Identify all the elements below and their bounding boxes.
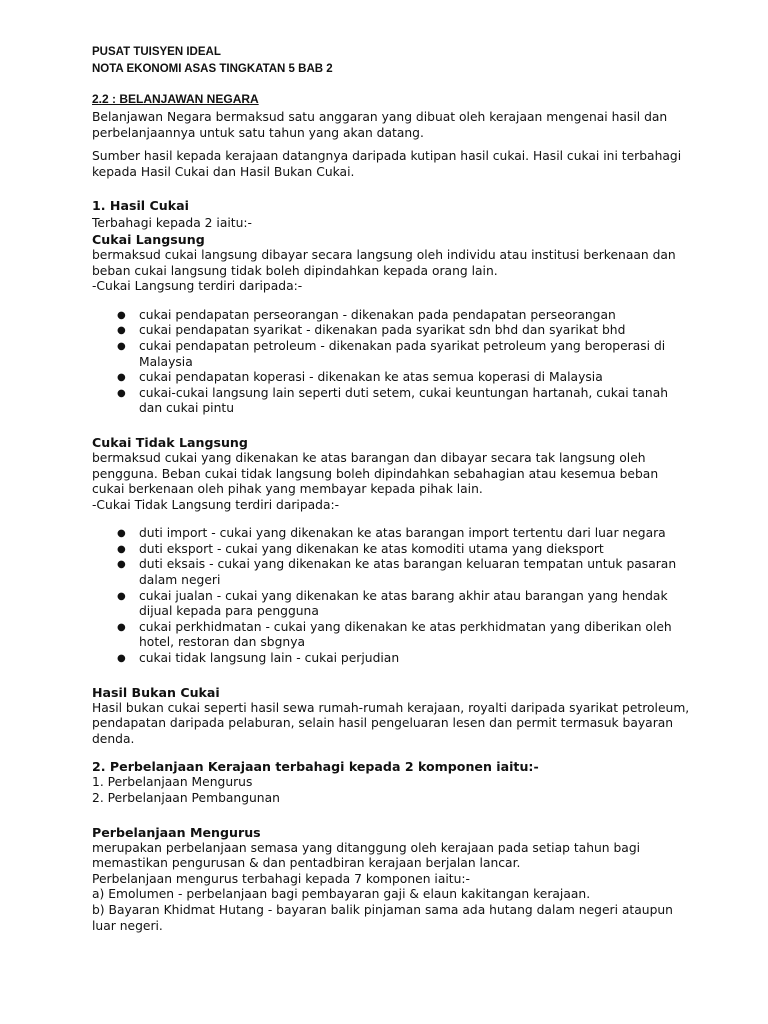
list-item-text: duti eksport - cukai yang dikenakan ke atas komoditi utama yang dieksport (139, 541, 604, 556)
list-item-text: cukai-cukai langsung lain seperti duti setem, cukai keuntungan hartanah, cukai tanah dan cukai pintu (139, 385, 669, 416)
hasil-cukai-heading: 1. Hasil Cukai (92, 198, 189, 214)
list-item (92, 542, 692, 558)
perbelanjaan-mengurus-heading: Perbelanjaan Mengurus (92, 824, 261, 840)
cukai-tidak-langsung-heading: Cukai Tidak Langsung (92, 434, 248, 450)
list-item (92, 589, 692, 620)
list-item-text: cukai tidak langsung lain - cukai perjudian (139, 651, 400, 666)
perbelanjaan-item-2: 2. Perbelanjaan Pembangunan (92, 791, 280, 805)
hasil-bukan-cukai-desc: Hasil bukan cukai seperti hasil sewa rumah-rumah kerajaan, royalti daripada syarikat petroleum, pendapatan daripada pelaburan, selain hasil pengeluaran lesen dan permit termasuk bayaran denda. (92, 700, 690, 746)
bullet-icon: ● (117, 559, 126, 571)
list-item-text: cukai jualan - cukai yang dikenakan ke atas barang akhir atau barangan yang hendak dijual kepada para pengguna (139, 588, 668, 619)
hasil-bukan-cukai-heading: Hasil Bukan Cukai (92, 684, 220, 700)
list-item-text: duti eksais - cukai yang dikenakan ke atas barangan keluaran tempatan untuk pasaran dalam negeri (139, 557, 677, 588)
list-item-text: cukai pendapatan perseorangan - dikenakan pada pendapatan perseorangan (139, 307, 616, 322)
bullet-icon: ● (117, 325, 126, 337)
list-item-text: duti import - cukai yang dikenakan ke atas barangan import tertentu dari luar negara (139, 526, 666, 541)
bullet-icon: ● (117, 372, 126, 384)
document-body (92, 44, 692, 934)
cukai-tidak-langsung-intro: -Cukai Tidak Langsung terdiri daripada:- (92, 497, 340, 512)
perbelanjaan-item-1: 1. Perbelanjaan Mengurus (92, 775, 253, 790)
bullet-icon: ● (117, 590, 126, 602)
intro-paragraph-2: Sumber hasil kepada kerajaan datangnya daripada kutipan hasil cukai. Hasil cukai ini terbahagi kepada Hasil Cukai dan Hasil Bukan Cukai. (92, 149, 682, 179)
bullet-icon: ● (117, 387, 126, 399)
list-item-text: cukai pendapatan petroleum - dikenakan pada syarikat petroleum yang beroperasi di Malaysia (139, 338, 666, 369)
perbelanjaan-mengurus-intro: Perbelanjaan mengurus terbahagi kepada 7 komponen iaitu:- (92, 871, 470, 886)
hasil-cukai-sub: Terbahagi kepada 2 iaitu:- (92, 216, 252, 231)
bullet-icon: ● (117, 528, 126, 540)
list-item-text: cukai pendapatan koperasi - dikenakan ke atas semua koperasi di Malaysia (139, 370, 603, 385)
bullet-icon: ● (117, 621, 126, 633)
cukai-langsung-desc: bermaksud cukai langsung dibayar secara langsung oleh individu atau institusi berkenaan dan beban cukai langsung tidak boleh dipindahkan kepada orang lain. (92, 247, 676, 278)
bullet-icon: ● (117, 309, 126, 321)
cukai-langsung-heading: Cukai Langsung (92, 231, 205, 247)
cukai-langsung-list (92, 308, 692, 417)
perbelanjaan-heading: 2. Perbelanjaan Kerajaan terbahagi kepada 2 komponen iaitu:- (92, 759, 539, 775)
bullet-icon: ● (117, 543, 126, 555)
cukai-tidak-langsung-list (92, 526, 692, 666)
list-item-text: cukai perkhidmatan - cukai yang dikenakan ke atas perkhidmatan yang diberikan oleh hotel, restoran dan sbgnya (139, 619, 672, 650)
perbelanjaan-mengurus-item-a: a) Emolumen - perbelanjaan bagi pembayaran gaji & elaun kakitangan kerajaan. (92, 887, 591, 902)
list-item (92, 651, 692, 667)
list-item-text: cukai pendapatan syarikat - dikenakan pada syarikat sdn bhd dan syarikat bhd (139, 323, 626, 338)
list-item (92, 620, 692, 651)
section-title: 2.2 : BELANJAWAN NEGARA (92, 92, 259, 106)
list-item (92, 557, 692, 588)
perbelanjaan-mengurus-desc: merupakan perbelanjaan semasa yang ditanggung oleh kerajaan pada setiap tahun bagi memastikan pengurusan & dan pentadbiran kerajaan berjalan lancar. (92, 840, 641, 871)
list-item (92, 526, 692, 542)
bullet-icon: ● (117, 653, 126, 665)
header-line-2: NOTA EKONOMI ASAS TINGKATAN 5 BAB 2 (92, 63, 333, 75)
cukai-tidak-langsung-desc: bermaksud cukai yang dikenakan ke atas barangan dan dibayar secara tak langsung oleh pengguna. Beban cukai tidak langsung boleh dipindahkan sebahagian atau kesemua beban cukai berkenaan oleh pihak yang membayar kepada pihak lain. (92, 450, 659, 497)
cukai-langsung-intro: -Cukai Langsung terdiri daripada:- (92, 279, 303, 294)
list-item (92, 339, 692, 370)
intro-paragraph-1: Belanjawan Negara bermaksud satu anggaran yang dibuat oleh kerajaan mengenai hasil dan perbelanjaannya untuk satu tahun yang akan datang. (92, 110, 668, 140)
header-line-1: PUSAT TUISYEN IDEAL (92, 46, 221, 58)
list-item (92, 370, 692, 386)
perbelanjaan-mengurus-item-b: b) Bayaran Khidmat Hutang - bayaran balik pinjaman sama ada hutang dalam negeri ataupun luar negeri. (92, 902, 673, 933)
list-item (92, 323, 692, 339)
bullet-icon: ● (117, 340, 126, 352)
list-item (92, 308, 692, 324)
list-item (92, 386, 692, 417)
